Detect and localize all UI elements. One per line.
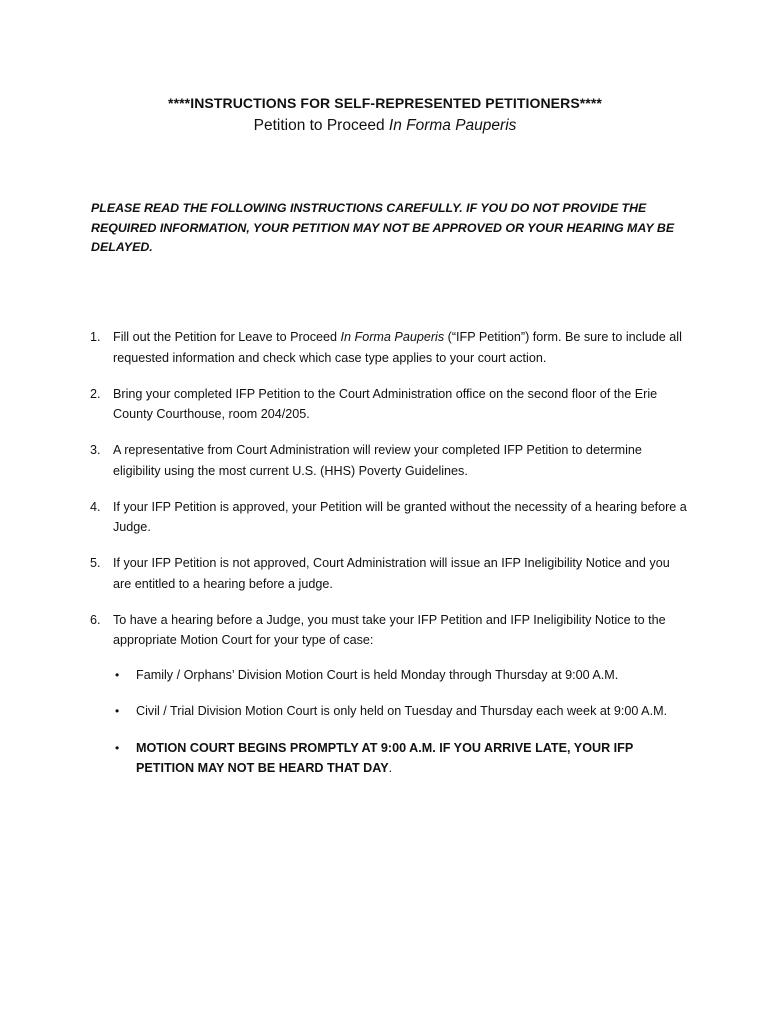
- bullet-text: Civil / Trial Division Motion Court is only held on Tuesday and Thursday each week at 9:00 A.M.: [136, 704, 668, 718]
- step-text-continued: (“IFP Petition”) form. Be sure to include all requested information and check which case type applies to your court action.: [113, 330, 682, 365]
- warning-notice: PLEASE READ THE FOLLOWING INSTRUCTIONS CAREFULLY. IF YOU DO NOT PROVIDE THE REQUIRED INFORMATION, YOUR PETITION MAY NOT BE APPROVED OR YOUR HEARING MAY BE DELAYED.: [91, 201, 675, 254]
- instruction-list: [90, 327, 690, 795]
- instruction-step-2: [90, 384, 690, 425]
- bullet-text: MOTION COURT BEGINS PROMPTLY AT 9:00 A.M. IF YOU ARRIVE LATE, YOUR IFP PETITION MAY NOT BE HEARD THAT DAY: [136, 740, 634, 775]
- step-text: If your IFP Petition is approved, your Petition will be granted without the necessity of a hearing before a Judge.: [113, 499, 687, 534]
- subtitle-text: Petition to Proceed: [253, 117, 389, 134]
- instruction-step-5: [90, 553, 690, 594]
- bullet-icon: •: [115, 704, 120, 718]
- subtitle-italic-text: In Forma Pauperis: [388, 117, 517, 134]
- instruction-step-6: [90, 610, 690, 779]
- instruction-step-4: [90, 497, 690, 538]
- motion-court-item-family: [113, 665, 690, 686]
- page-title: ****INSTRUCTIONS FOR SELF-REPRESENTED PETITIONERS****: [168, 95, 602, 111]
- instruction-step-1: [90, 327, 690, 368]
- step-number: 1.: [90, 330, 101, 344]
- bullet-icon: •: [115, 667, 120, 682]
- step-text: Bring your completed IFP Petition to the Court Administration office on the second floor of the Erie County Courthouse, room 204/205.: [113, 386, 658, 421]
- page-subtitle: [0, 117, 770, 135]
- step-text: To have a hearing before a Judge, you must take your IFP Petition and IFP Ineligibility Notice to the appropriate Motion Court for your type of case:: [113, 612, 666, 647]
- step-number: 6.: [90, 612, 101, 627]
- motion-court-list: [113, 665, 690, 779]
- step-text: A representative from Court Administration will review your completed IFP Petition to determine eligibility using the most current U.S. (HHS) Poverty Guidelines.: [113, 443, 642, 478]
- step-number: 4.: [90, 499, 101, 514]
- instruction-step-3: [90, 440, 690, 481]
- bullet-icon: •: [115, 740, 120, 755]
- step-number: 2.: [90, 386, 101, 401]
- motion-court-item-warning: [113, 738, 690, 779]
- step-text: Fill out the Petition for Leave to Proceed: [113, 330, 341, 344]
- motion-court-item-civil: [113, 701, 690, 722]
- bullet-text-suffix: .: [388, 761, 393, 775]
- bullet-text: Family / Orphans’ Division Motion Court is held Monday through Thursday at 9:00 A.M.: [136, 667, 619, 682]
- step-number: 3.: [90, 443, 101, 457]
- step-italic-text: In Forma Pauperis: [340, 330, 445, 344]
- step-text: If your IFP Petition is not approved, Court Administration will issue an IFP Ineligibility Notice and you are entitled to a hearing before a judge.: [113, 556, 670, 591]
- step-number: 5.: [90, 556, 101, 570]
